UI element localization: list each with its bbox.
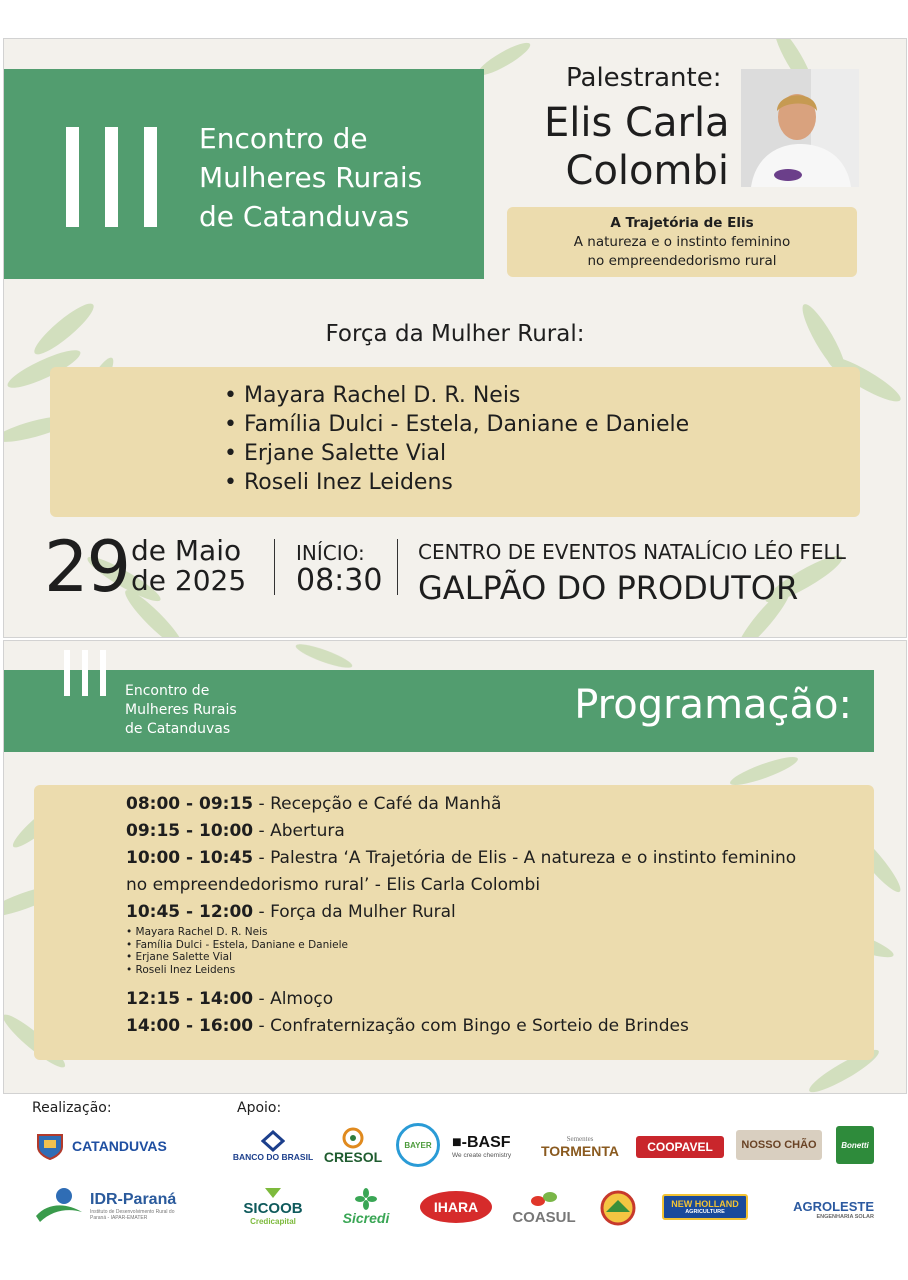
coasul-icon [530, 1189, 558, 1209]
schedule-entry: 08:00 - 09:15 - Recepção e Café da Manhã [126, 794, 502, 814]
bb-icon [261, 1130, 285, 1152]
speaker-photo [741, 69, 859, 187]
forca-list-box [50, 367, 860, 517]
forca-sub-list [126, 926, 796, 976]
schedule-entry: 10:45 - 12:00 - Força da Mulher Rural [126, 902, 456, 922]
list-item: • Mayara Rachel D. R. Neis [224, 383, 521, 408]
schedule-box [34, 785, 874, 1060]
event-poster-panel [3, 38, 907, 638]
talk-subtitle-2: no empreendedorismo rural [587, 253, 777, 269]
tormenta-logo: Sementes TORMENTA [540, 1135, 620, 1159]
schedule-panel [3, 640, 907, 1094]
list-item: • Família Dulci - Estela, Daniane e Daniele [126, 938, 349, 951]
realizacao-label: Realização: [32, 1100, 112, 1116]
date-month: de Maio [131, 534, 242, 567]
forca-list [224, 381, 689, 497]
talk-title: A Trajetória de Elis [610, 215, 754, 231]
idr-leaf-icon [34, 1186, 84, 1226]
catanduvas-logo: CATANDUVAS [34, 1130, 184, 1162]
apoio-label: Apoio: [237, 1100, 282, 1116]
start-label: INÍCIO: [296, 541, 365, 565]
list-item: • Mayara Rachel D. R. Neis [126, 926, 268, 938]
date-day: 29 [44, 526, 130, 608]
coopavel-logo: COOPAVEL [636, 1136, 724, 1158]
roman-numeral-iii [64, 650, 106, 696]
cresol-icon [342, 1127, 364, 1149]
list-item: • Erjane Salette Vial [224, 441, 447, 466]
talk-subtitle-1: A natureza e o instinto feminino [573, 234, 791, 250]
list-item: • Roseli Inez Leidens [224, 470, 453, 495]
programacao-heading: Programação: [574, 682, 852, 728]
list-item: • Erjane Salette Vial [126, 951, 233, 963]
ihara-logo: IHARA [420, 1191, 492, 1223]
speaker-heading: Palestrante: [566, 63, 722, 93]
venue-line1: CENTRO DE EVENTOS NATALÍCIO LÉO FELL [418, 540, 846, 564]
talk-box [507, 207, 857, 277]
agroleste-logo: AGROLESTE ENGENHARIA SOLAR [793, 1198, 874, 1220]
venue-line2: GALPÃO DO PRODUTOR [418, 569, 799, 607]
new-holland-logo: NEW HOLLAND AGRICULTURE [662, 1194, 748, 1220]
list-item: • Roseli Inez Leidens [126, 963, 236, 976]
date-year: de 2025 [131, 564, 247, 597]
bonetti-logo: Bonetti [836, 1126, 874, 1164]
forca-heading: Força da Mulher Rural: [325, 321, 585, 347]
sicoob-logo: SICOOB Credicapital [237, 1183, 309, 1229]
nosso-chao-logo: NOSSO CHÃO [736, 1130, 822, 1160]
coasul-logo: COASUL [508, 1185, 580, 1229]
sicredi-logo: Sicredi [330, 1185, 402, 1229]
bayer-logo: BAYER [396, 1123, 440, 1167]
schedule-list [126, 791, 796, 1040]
basf-logo: ■-BASF We create chemistry [452, 1133, 512, 1159]
schedule-header-bar [4, 670, 874, 752]
emblem-icon [598, 1190, 638, 1226]
idr-parana-logo: IDR-Paraná Instituto de Desenvolvimento Rural do Paraná - IAPAR-EMATER [34, 1184, 194, 1228]
schedule-entry: 14:00 - 16:00 - Confraternização com Bingo e Sorteio de Brindes [126, 1016, 689, 1036]
schedule-entry-cont: no empreendedorismo rural’ - Elis Carla Colombi [126, 875, 541, 895]
coat-of-arms-icon [34, 1131, 66, 1161]
sicredi-icon [355, 1188, 377, 1210]
schedule-entry: 10:00 - 10:45 - Palestra ‘A Trajetória de Elis - A natureza e o instinto feminino [126, 848, 797, 868]
divider [397, 539, 398, 595]
event-title: Encontro de Mulheres Rurais de Catanduvas [199, 122, 423, 233]
schedule-entry: 09:15 - 10:00 - Abertura [126, 821, 345, 841]
banco-do-brasil-logo: BANCO DO BRASIL [235, 1126, 311, 1166]
event-title-box [4, 69, 484, 279]
start-time: 08:30 [296, 563, 383, 598]
roman-numeral-iii [66, 127, 157, 227]
list-item: • Família Dulci - Estela, Daniane e Daniele [224, 412, 690, 437]
divider [274, 539, 275, 595]
sicoob-icon [263, 1186, 283, 1200]
emblem-logo [596, 1188, 640, 1228]
event-title-small: Encontro de Mulheres Rurais de Catanduvas [125, 683, 237, 737]
speaker-name: Elis Carla Colombi [544, 100, 730, 194]
cresol-logo: CRESOL [320, 1126, 386, 1166]
schedule-entry: 12:15 - 14:00 - Almoço [126, 989, 334, 1009]
